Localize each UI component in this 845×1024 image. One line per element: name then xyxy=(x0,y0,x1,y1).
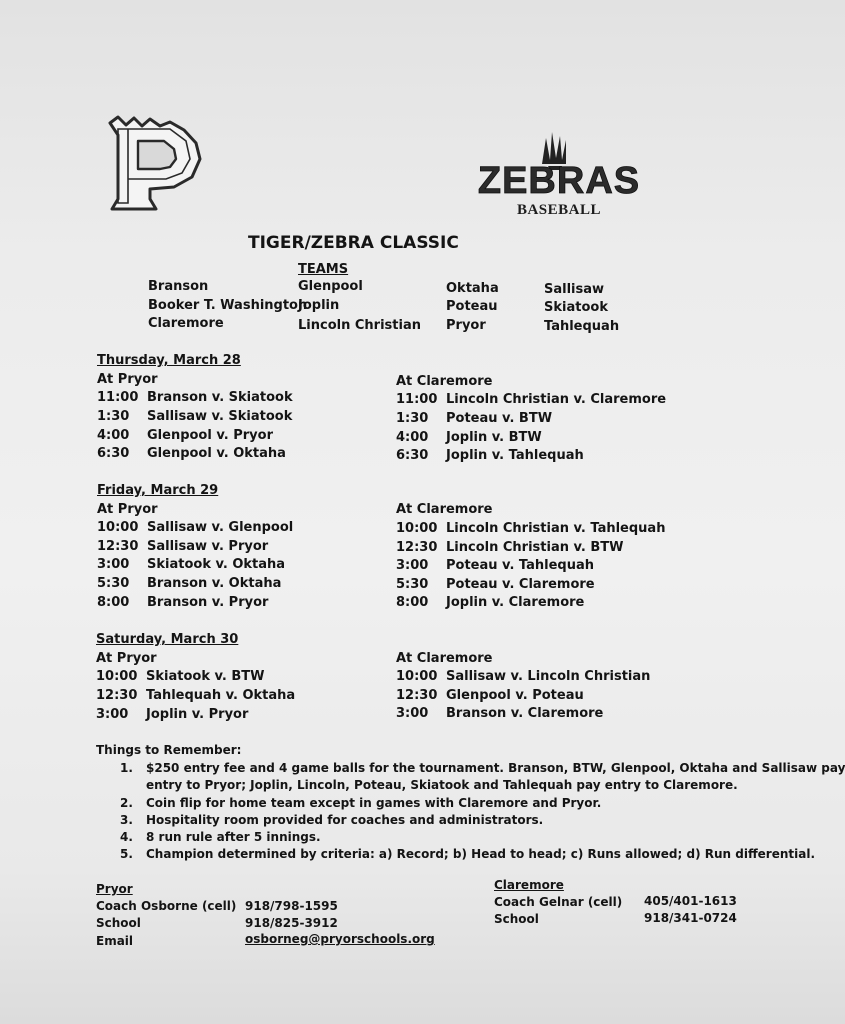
game-time: 12:30 xyxy=(97,539,139,554)
remember-text: entry to Pryor; Joplin, Lincoln, Poteau, Skiatook and Tahlequah pay entry to Claremore. xyxy=(146,778,738,792)
game-matchup: Joplin v. Claremore xyxy=(446,595,585,610)
game-time: 10:00 xyxy=(396,521,438,536)
game-matchup: Tahlequah v. Oktaha xyxy=(146,688,296,703)
team-name: Booker T. Washington xyxy=(148,298,308,313)
team-name: Tahlequah xyxy=(544,319,620,334)
contact-label: School xyxy=(494,912,539,926)
game-matchup: Joplin v. BTW xyxy=(446,430,542,445)
game-time: 1:30 xyxy=(396,411,429,426)
game-time: 8:00 xyxy=(97,595,130,610)
remember-number: 1. xyxy=(120,761,133,775)
site-heading: At Pryor xyxy=(96,651,157,666)
game-matchup: Branson v. Pryor xyxy=(147,595,269,610)
team-name: Glenpool xyxy=(298,279,363,294)
game-matchup: Glenpool v. Pryor xyxy=(147,428,273,443)
remember-text: Hospitality room provided for coaches and administrators. xyxy=(146,813,544,827)
game-matchup: Skiatook v. BTW xyxy=(146,669,265,684)
remember-text: 8 run rule after 5 innings. xyxy=(146,830,321,844)
contact-value: 405/401-1613 xyxy=(644,894,737,908)
team-name: Sallisaw xyxy=(544,282,605,297)
game-time: 8:00 xyxy=(396,595,429,610)
day-heading: Thursday, March 28 xyxy=(97,353,241,368)
team-name: Poteau xyxy=(446,299,498,314)
game-time: 10:00 xyxy=(96,669,138,684)
contact-value: 918/341-0724 xyxy=(644,911,737,925)
site-heading: At Claremore xyxy=(396,374,493,389)
remember-number: 4. xyxy=(120,830,133,844)
game-time: 5:30 xyxy=(396,577,429,592)
game-matchup: Skiatook v. Oktaha xyxy=(147,557,286,572)
remember-text: Coin flip for home team except in games with Claremore and Pryor. xyxy=(146,796,602,810)
team-name: Oktaha xyxy=(446,281,499,296)
remember-number: 3. xyxy=(120,813,133,827)
site-heading: At Claremore xyxy=(396,651,493,666)
game-matchup: Lincoln Christian v. BTW xyxy=(446,540,624,555)
contact-value: 918/798-1595 xyxy=(245,899,338,913)
teams-heading: TEAMS xyxy=(298,262,349,277)
day-heading: Friday, March 29 xyxy=(97,483,219,498)
game-time: 12:30 xyxy=(96,688,138,703)
team-name: Claremore xyxy=(148,316,224,331)
site-heading: At Claremore xyxy=(396,502,493,517)
game-matchup: Poteau v. Tahlequah xyxy=(446,558,595,573)
zebras-wordmark: ZEBRAS xyxy=(477,160,641,202)
game-time: 10:00 xyxy=(396,669,438,684)
game-time: 11:00 xyxy=(97,390,139,405)
zebras-baseball-logo xyxy=(466,130,652,224)
game-matchup: Branson v. Skiatook xyxy=(147,390,293,405)
game-time: 5:30 xyxy=(97,576,130,591)
game-time: 3:00 xyxy=(96,707,129,722)
team-name: Pryor xyxy=(446,318,486,333)
game-matchup: Branson v. Oktaha xyxy=(147,576,282,591)
team-name: Joplin xyxy=(298,298,340,313)
contact-heading-pryor: Pryor xyxy=(96,882,133,896)
team-name: Branson xyxy=(148,279,209,294)
game-time: 11:00 xyxy=(396,392,438,407)
contact-value: 918/825-3912 xyxy=(245,916,338,930)
game-matchup: Glenpool v. Poteau xyxy=(446,688,584,703)
pirates-p-logo xyxy=(104,115,206,213)
game-matchup: Glenpool v. Oktaha xyxy=(147,446,286,461)
remember-text: Champion determined by criteria: a) Record; b) Head to head; c) Runs allowed; d) Run differential. xyxy=(146,847,816,861)
remember-number: 2. xyxy=(120,796,133,810)
contact-label: Email xyxy=(96,934,134,948)
game-time: 4:00 xyxy=(97,428,130,443)
contact-label: School xyxy=(96,916,141,930)
page-title: TIGER/ZEBRA CLASSIC xyxy=(248,233,459,253)
game-matchup: Joplin v. Pryor xyxy=(146,707,249,722)
game-time: 4:00 xyxy=(396,430,429,445)
contact-label: Coach Osborne (cell) xyxy=(96,899,237,913)
baseball-wordmark: BASEBALL xyxy=(516,202,602,218)
game-matchup: Lincoln Christian v. Tahlequah xyxy=(446,521,666,536)
game-time: 12:30 xyxy=(396,688,438,703)
email-link[interactable]: osborneg@pryorschools.org xyxy=(245,932,435,946)
game-time: 3:00 xyxy=(396,706,429,721)
contact-heading-claremore: Claremore xyxy=(494,878,564,892)
game-time: 1:30 xyxy=(97,409,130,424)
team-name: Lincoln Christian xyxy=(298,318,421,333)
remember-number: 5. xyxy=(120,847,133,861)
game-matchup: Branson v. Claremore xyxy=(446,706,604,721)
game-time: 10:00 xyxy=(97,520,139,535)
day-heading: Saturday, March 30 xyxy=(96,632,239,647)
team-name: Skiatook xyxy=(544,300,608,315)
game-matchup: Poteau v. BTW xyxy=(446,411,553,426)
remember-text: $250 entry fee and 4 game balls for the tournament. Branson, BTW, Glenpool, Oktaha and Sallisaw pay xyxy=(146,761,845,775)
game-matchup: Poteau v. Claremore xyxy=(446,577,595,592)
game-time: 6:30 xyxy=(97,446,130,461)
site-heading: At Pryor xyxy=(97,502,158,517)
site-heading: At Pryor xyxy=(97,372,158,387)
game-time: 6:30 xyxy=(396,448,429,463)
game-matchup: Sallisaw v. Pryor xyxy=(147,539,269,554)
game-matchup: Sallisaw v. Skiatook xyxy=(147,409,293,424)
remember-heading: Things to Remember: xyxy=(96,743,242,757)
game-matchup: Sallisaw v. Lincoln Christian xyxy=(446,669,651,684)
game-matchup: Lincoln Christian v. Claremore xyxy=(446,392,667,407)
game-matchup: Joplin v. Tahlequah xyxy=(446,448,584,463)
contact-label: Coach Gelnar (cell) xyxy=(494,895,623,909)
game-time: 12:30 xyxy=(396,540,438,555)
game-time: 3:00 xyxy=(396,558,429,573)
game-matchup: Sallisaw v. Glenpool xyxy=(147,520,294,535)
game-time: 3:00 xyxy=(97,557,130,572)
